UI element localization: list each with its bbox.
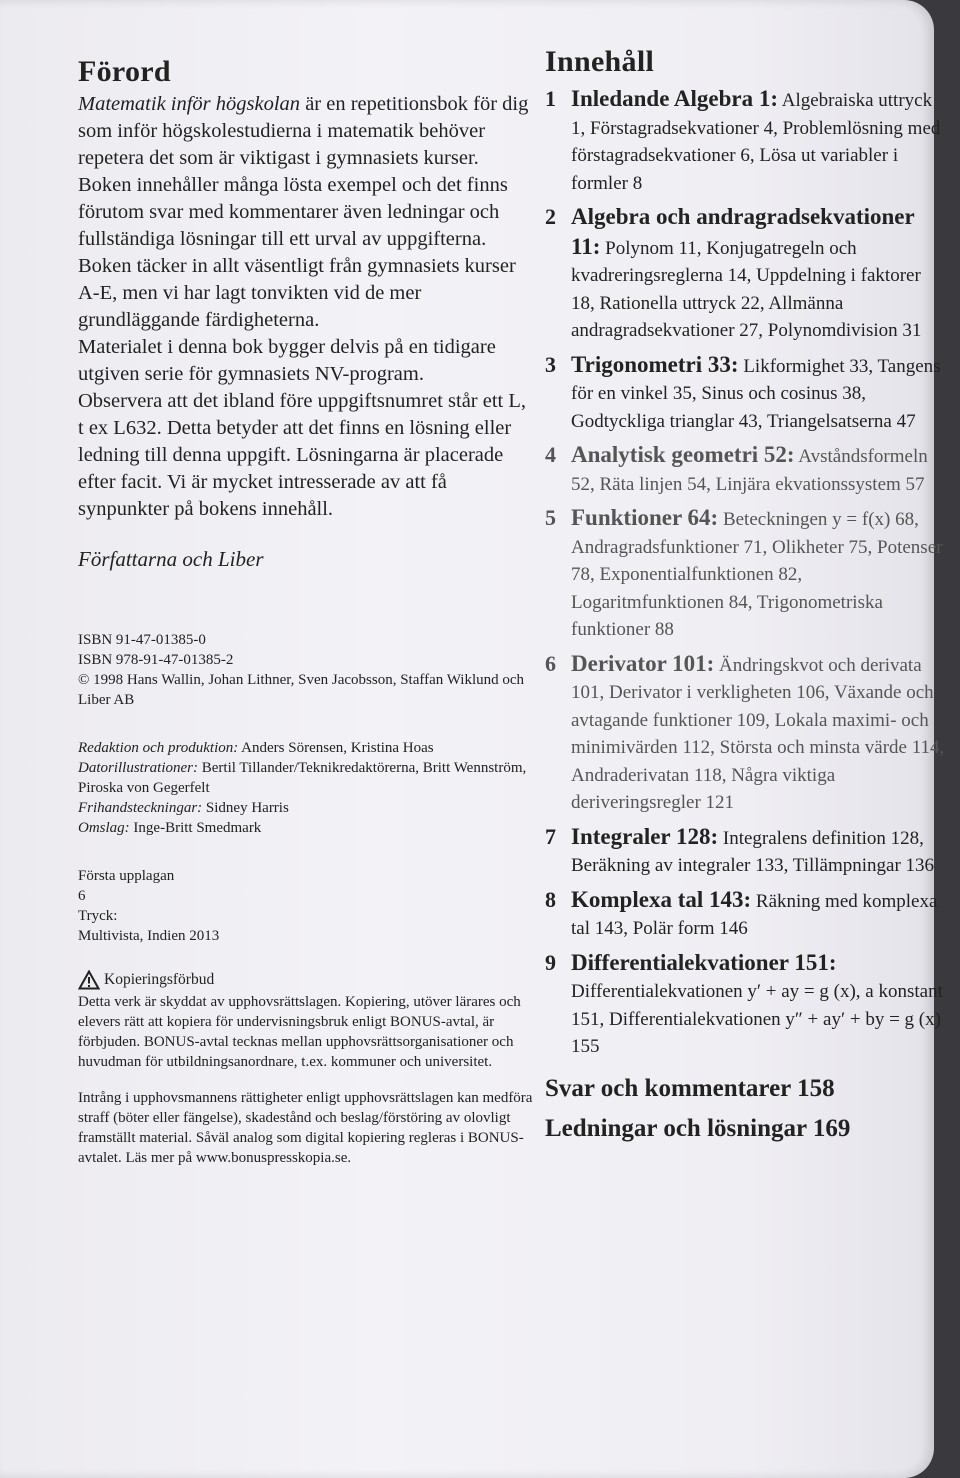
chapter-title: Inledande Algebra 1: bbox=[571, 86, 779, 111]
isbn-13: ISBN 978-91-47-01385-2 bbox=[78, 652, 234, 668]
toc-chapter-7 bbox=[545, 823, 945, 880]
toc-chapter-9 bbox=[545, 949, 945, 1061]
copy-prohibition bbox=[78, 970, 533, 1168]
chapter-title: Analytisk geometri 52: bbox=[571, 442, 795, 467]
chapter-title: Komplexa tal 143: bbox=[571, 886, 752, 912]
chapter-entry bbox=[571, 886, 945, 943]
preface-paragraph-1 bbox=[78, 91, 533, 334]
chapter-number: 9 bbox=[545, 949, 556, 975]
chapter-entry bbox=[571, 85, 945, 197]
chapter-number: 7 bbox=[545, 823, 556, 849]
credit-names: Sidney Harris bbox=[202, 800, 289, 816]
chapter-number: 2 bbox=[545, 204, 556, 229]
credit-names: Bertil Tillander/Teknikredaktörerna, Britt Wennström, Piroska von Gegerfelt bbox=[78, 760, 527, 796]
credits-block bbox=[78, 738, 533, 838]
book-title: Matematik inför högskolan bbox=[78, 93, 301, 115]
warning-triangle-icon bbox=[78, 970, 100, 990]
printer-name: Multivista, Indien 2013 bbox=[78, 928, 220, 944]
chapter-number: 4 bbox=[545, 442, 556, 467]
edition-block bbox=[78, 866, 533, 946]
toc-chapter-2 bbox=[545, 203, 945, 345]
toc-heading: Innehåll bbox=[545, 45, 655, 78]
copy-text: Detta verk är skyddat av upphovsrättslagen. Kopiering, utöver lärares och elevers rätt att kopiera för undervisningsbruk enligt BONUS-avtal, är förbjuden. BONUS-avtal tecknas mellan upphovsrättsorganisationer och huvudman för utbildningsanordnare, t.ex. kommuner och universitet. bbox=[78, 994, 521, 1070]
preface-paragraph-2: Materialet i denna bok bygger delvis på en tidigare utgiven serie för gymnasiets NV-program. bbox=[78, 336, 496, 385]
chapter-entry bbox=[571, 441, 945, 498]
chapter-sections: Beteckningen y = f(x) 68, Andragradsfunktioner 71, Olikheter 75, Potenser 78, Exponentialfunktionen 82, Logaritmfunktionen 84, Trigonometriska funktioner 88 bbox=[571, 509, 943, 640]
credit-line bbox=[78, 798, 533, 818]
chapter-sections: Algebraiska uttryck 1, Förstagradsekvationer 4, Problemlösning med förstagradsekvationer 6, Lösa ut variabler i formler 8 bbox=[571, 90, 941, 194]
preface-heading: Förord bbox=[78, 55, 171, 88]
preface-paragraph-1-text: är en repetitionsbok för dig som inför högskolestudierna i matematik behöver repetera det som är viktigast i gymnasiets kurser. Boken innehåller många lösta exempel och det finns förutom svar med kommentarer även ledningar och fullständiga lösningar till ett urval av uppgifterna. Boken täcker in allt väsentligt från gymnasiets kurser A-E, men vi har lagt tonvikten vid de mer grundläggande färdigheterna. bbox=[78, 93, 529, 331]
credit-role: Redaktion och produktion: bbox=[78, 740, 239, 756]
isbn-10: ISBN 91-47-01385-0 bbox=[78, 632, 206, 648]
toc-chapter-3 bbox=[545, 351, 945, 436]
chapter-sections: Integralens definition 128, Beräkning av integraler 133, Tillämpningar 136 bbox=[571, 827, 935, 876]
edition-label: Första upplagan bbox=[78, 868, 175, 884]
chapter-title: Trigonometri 33: bbox=[571, 351, 739, 377]
credit-role: Omslag: bbox=[78, 820, 130, 836]
credit-role: Datorillustrationer: bbox=[78, 760, 199, 776]
isbn-block bbox=[78, 630, 533, 710]
chapter-entry bbox=[571, 203, 945, 345]
chapter-sections: Polynom 11, Konjugatregeln och kvadreringsreglerna 14, Uppdelning i faktorer 18, Rationella uttryck 22, Allmänna andragradsekvationer 27, Polynomdivision 31 bbox=[571, 237, 922, 341]
copyright-line: © 1998 Hans Wallin, Johan Lithner, Sven Jacobsson, Staffan Wiklund och Liber AB bbox=[78, 672, 525, 708]
table-of-contents bbox=[545, 85, 945, 1061]
chapter-number: 1 bbox=[545, 86, 556, 111]
preface-paragraph-3: Observera att det ibland före uppgiftsnumret står ett L, t ex L632. Detta betyder att det finns en lösning eller ledning till denna uppgift. Lösningarna är placerade efter facit. Vi är mycket intresserade av att få synpunkter på bokens innehåll. bbox=[78, 390, 527, 520]
chapter-entry bbox=[571, 949, 945, 1061]
chapter-number: 6 bbox=[545, 650, 556, 676]
preface-signature: Författarna och Liber bbox=[78, 547, 264, 571]
chapter-sections: Ändringskvot och derivata 101, Derivator i verkligheten 106, Växande och avtagande funktioner 109, Lokala maximi- och minimivärden 112, Största och minsta värde 114, Andraderivatan 118, Några viktiga deriveringsregler 121 bbox=[571, 654, 945, 813]
left-column bbox=[78, 55, 533, 1168]
toc-chapter-5 bbox=[545, 504, 945, 644]
chapter-title: Integraler 128: bbox=[571, 823, 719, 849]
chapter-entry bbox=[571, 823, 945, 880]
credit-line bbox=[78, 818, 533, 838]
copy-text-2: Intrång i upphovsmannens rättigheter enligt upphovsrättslagen kan medföra straff (böter eller fängelse), skadestånd och beslag/förstöring av olovligt framställt material. Såväl analog som digital kopiering regleras i BONUS-avtalet. Läs mer på www.bonuspresskopia.se. bbox=[78, 1090, 533, 1166]
credit-role: Frihandsteckningar: bbox=[78, 800, 203, 816]
chapter-title: Funktioner 64: bbox=[571, 505, 719, 530]
credit-names: Inge-Britt Smedmark bbox=[129, 820, 262, 836]
chapter-sections: Likformighet 33, Tangens för en vinkel 35, Sinus och cosinus 38, Godtyckliga trianglar 43, Triangelsatserna 47 bbox=[571, 355, 941, 432]
toc-chapter-8 bbox=[545, 886, 945, 943]
chapter-number: 3 bbox=[545, 351, 556, 377]
chapter-sections: Räkning med komplexa tal 143, Polär form 146 bbox=[571, 890, 938, 939]
print-number: 6 bbox=[78, 888, 86, 904]
chapter-sections: Avståndsformeln 52, Räta linjen 54, Linjära ekvationssystem 57 bbox=[571, 446, 928, 495]
credit-line bbox=[78, 758, 533, 798]
chapter-number: 8 bbox=[545, 886, 556, 912]
toc-chapter-6 bbox=[545, 650, 945, 817]
toc-solutions: Ledningar och lösningar 169 bbox=[545, 1114, 851, 1142]
chapter-sections: Differentialekvationen y′ + ay = g (x), a konstant 151, Differentialekvationen y″ + ay′ + by = g (x) 155 bbox=[571, 981, 943, 1057]
chapter-entry bbox=[571, 504, 945, 644]
chapter-entry bbox=[571, 650, 945, 817]
copy-heading-row bbox=[78, 970, 533, 990]
toc-chapter-1 bbox=[545, 85, 945, 197]
toc-answers: Svar och kommentarer 158 bbox=[545, 1074, 835, 1102]
toc-chapter-4 bbox=[545, 441, 945, 498]
right-column bbox=[545, 45, 945, 1149]
credit-line bbox=[78, 738, 533, 758]
preface bbox=[78, 55, 533, 572]
chapter-title: Differentialekvationer 151: bbox=[571, 949, 837, 975]
credit-names: Anders Sörensen, Kristina Hoas bbox=[238, 740, 434, 756]
chapter-entry bbox=[571, 351, 945, 436]
chapter-title: Derivator 101: bbox=[571, 650, 715, 676]
chapter-number: 5 bbox=[545, 505, 556, 530]
copy-heading: Kopieringsförbud bbox=[104, 971, 215, 988]
print-label: Tryck: bbox=[78, 908, 118, 924]
chapter-title: Algebra och andragradsekvationer 11: bbox=[571, 204, 915, 259]
